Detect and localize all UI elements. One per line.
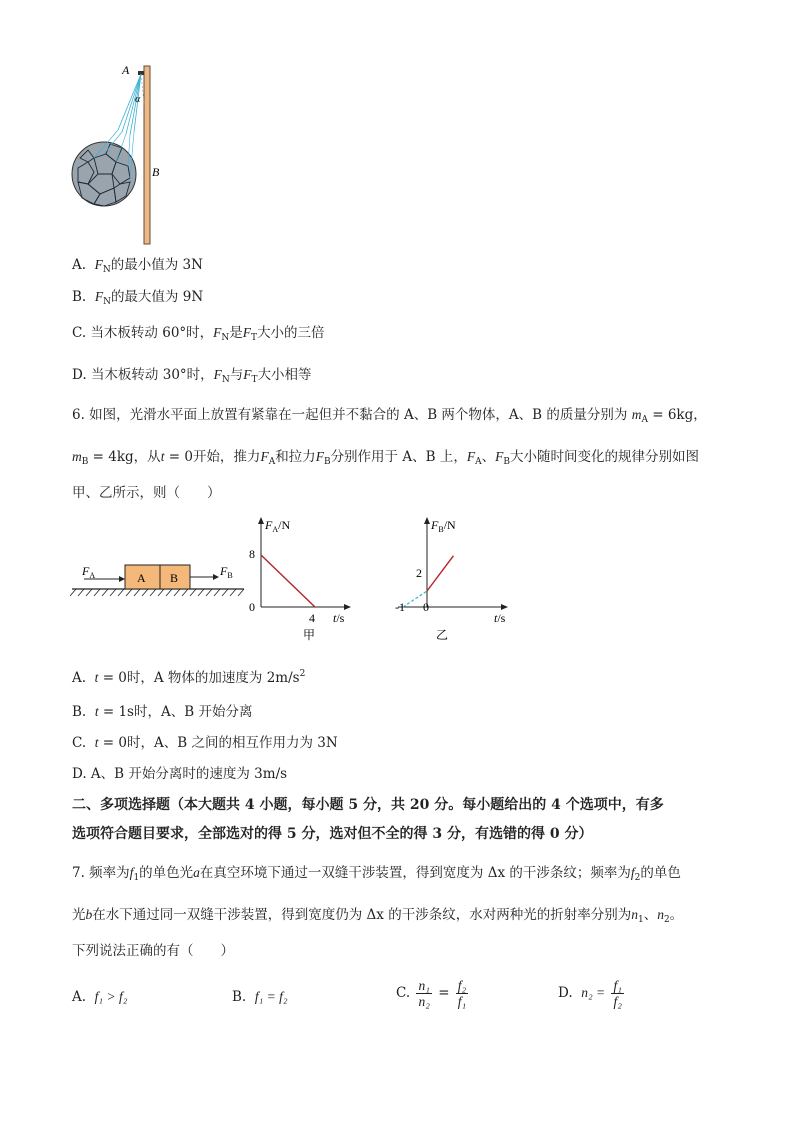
block-B-label: B xyxy=(170,571,179,585)
q5-option-d: D. 当木板转动 30°时，$F_N$与$F_T$大小相等 xyxy=(72,367,312,385)
graph-jia-ylabel: $F_A/N$ xyxy=(265,518,291,534)
graph-jia xyxy=(243,515,358,645)
q5-option-c: C. 当木板转动 60°时，$F_N$是$F_T$大小的三倍 xyxy=(72,325,325,343)
graph-yi-data-line xyxy=(427,556,453,591)
graph-yi-origin: 0 xyxy=(423,600,429,614)
q7-option-b: B. f₁ = f₂ xyxy=(232,989,288,1005)
section2-heading-line1: 二、多项选择题（本大题共 4 小题，每小题 5 分，共 20 分。每小题给出的 4 个选项中，有多 xyxy=(72,797,664,813)
q7-stem-line1: 7. 频率为$f_1$的单色光a在真空环境下通过一双缝干涉装置，得到宽度为 Δx 的干涉条纹；频率为$f_2$的单色 xyxy=(72,865,681,883)
label-FA: $F_A$ xyxy=(82,564,96,580)
q6-stem-line2: $m_B = 4kg$，从t = 0开始，推力$F_A$和拉力$F_B$分别作用于 A、B 上，$F_A$、$F_B$大小随时间变化的规律分别如图 xyxy=(72,449,699,467)
label-FB: $F_B$ xyxy=(220,564,233,580)
label-alpha: α xyxy=(135,94,141,105)
graph-jia-tick-4: 4 xyxy=(309,611,315,625)
q5-option-a: A. $F_N$的最小值为 3N xyxy=(72,257,203,275)
graph-yi-tick-neg1: -1 xyxy=(395,600,405,614)
label-A: A xyxy=(122,63,130,77)
arrow-FA-head xyxy=(119,576,125,582)
q6-option-a: A. t = 0时，A 物体的加速度为 $2m/s^2$ xyxy=(72,669,306,686)
q7-option-a: A. f₁ > f₂ xyxy=(72,989,128,1005)
ground-hatch xyxy=(70,589,244,596)
q7-stem-line3: 下列说法正确的有（ ） xyxy=(72,943,234,959)
q6-stem-line3: 甲、乙所示，则（ ） xyxy=(72,485,221,501)
q6-option-b: B. t = 1s时，A、B 开始分离 xyxy=(72,704,253,720)
section2-heading-line2: 选项符合题目要求，全部选对的得 5 分，选对但不全的得 3 分，有选错的得 0 分） xyxy=(72,826,593,842)
graph-yi-tick-2: 2 xyxy=(416,566,422,580)
graph-jia-x-arrow xyxy=(344,604,351,610)
block-figure xyxy=(70,555,245,607)
ball-board-figure xyxy=(64,58,174,248)
graph-yi xyxy=(392,515,517,645)
q7-stem-line2: 光b在水下通过同一双缝干涉装置，得到宽度仍为 Δx 的干涉条纹，水对两种光的折射率分别为$n_1$、$n_2$。 xyxy=(72,907,684,925)
graph-jia-y-arrow xyxy=(258,517,264,524)
graph-jia-xlabel: t/s xyxy=(333,611,345,625)
q6-stem-line1: 6. 如图，光滑水平面上放置有紧靠在一起但并不黏合的 A、B 两个物体，A、B 的质量分别为 $m_A = 6kg$， xyxy=(72,407,707,425)
graph-yi-y-arrow xyxy=(424,517,430,524)
graph-yi-xlabel: t/s xyxy=(494,611,506,625)
label-B: B xyxy=(152,165,160,179)
graph-jia-origin: 0 xyxy=(249,600,255,614)
q6-option-d: D. A、B 开始分离时的速度为 3m/s xyxy=(72,766,288,782)
graph-yi-ylabel: $F_B/N$ xyxy=(431,518,456,534)
q7-c-rhs-fraction: $\frac{\text{f₂}}{\text{f₁}}$ xyxy=(457,978,467,1009)
q7-option-d: D. n₂ = $\frac{\text{f₁}}{\text{f₂}}$ xyxy=(558,978,622,1009)
graph-yi-caption: 乙 xyxy=(436,628,449,642)
graph-jia-data-line xyxy=(261,555,315,607)
arrow-FB-head xyxy=(213,574,219,580)
q7-d-rhs-fraction: $\frac{\text{f₁}}{\text{f₂}}$ xyxy=(613,978,622,1009)
q5-option-b: B. $F_N$的最大值为 9N xyxy=(72,289,204,307)
q7-option-c: C. $\frac{\text{n₁}}{\text{n₂}}$ = $\frac{\text{f₂}}{\text{f₁}}$ xyxy=(396,978,467,1009)
graph-yi-x-arrow xyxy=(501,604,508,610)
wooden-board xyxy=(144,66,150,244)
block-A-label: A xyxy=(137,571,146,585)
graph-jia-tick-8: 8 xyxy=(249,547,255,561)
graph-jia-caption: 甲 xyxy=(303,628,316,642)
q7-c-lhs-fraction: $\frac{\text{n₁}}{\text{n₂}}$ xyxy=(418,978,430,1009)
q6-option-c: C. t = 0时，A、B 之间的相互作用力为 3N xyxy=(72,735,338,751)
